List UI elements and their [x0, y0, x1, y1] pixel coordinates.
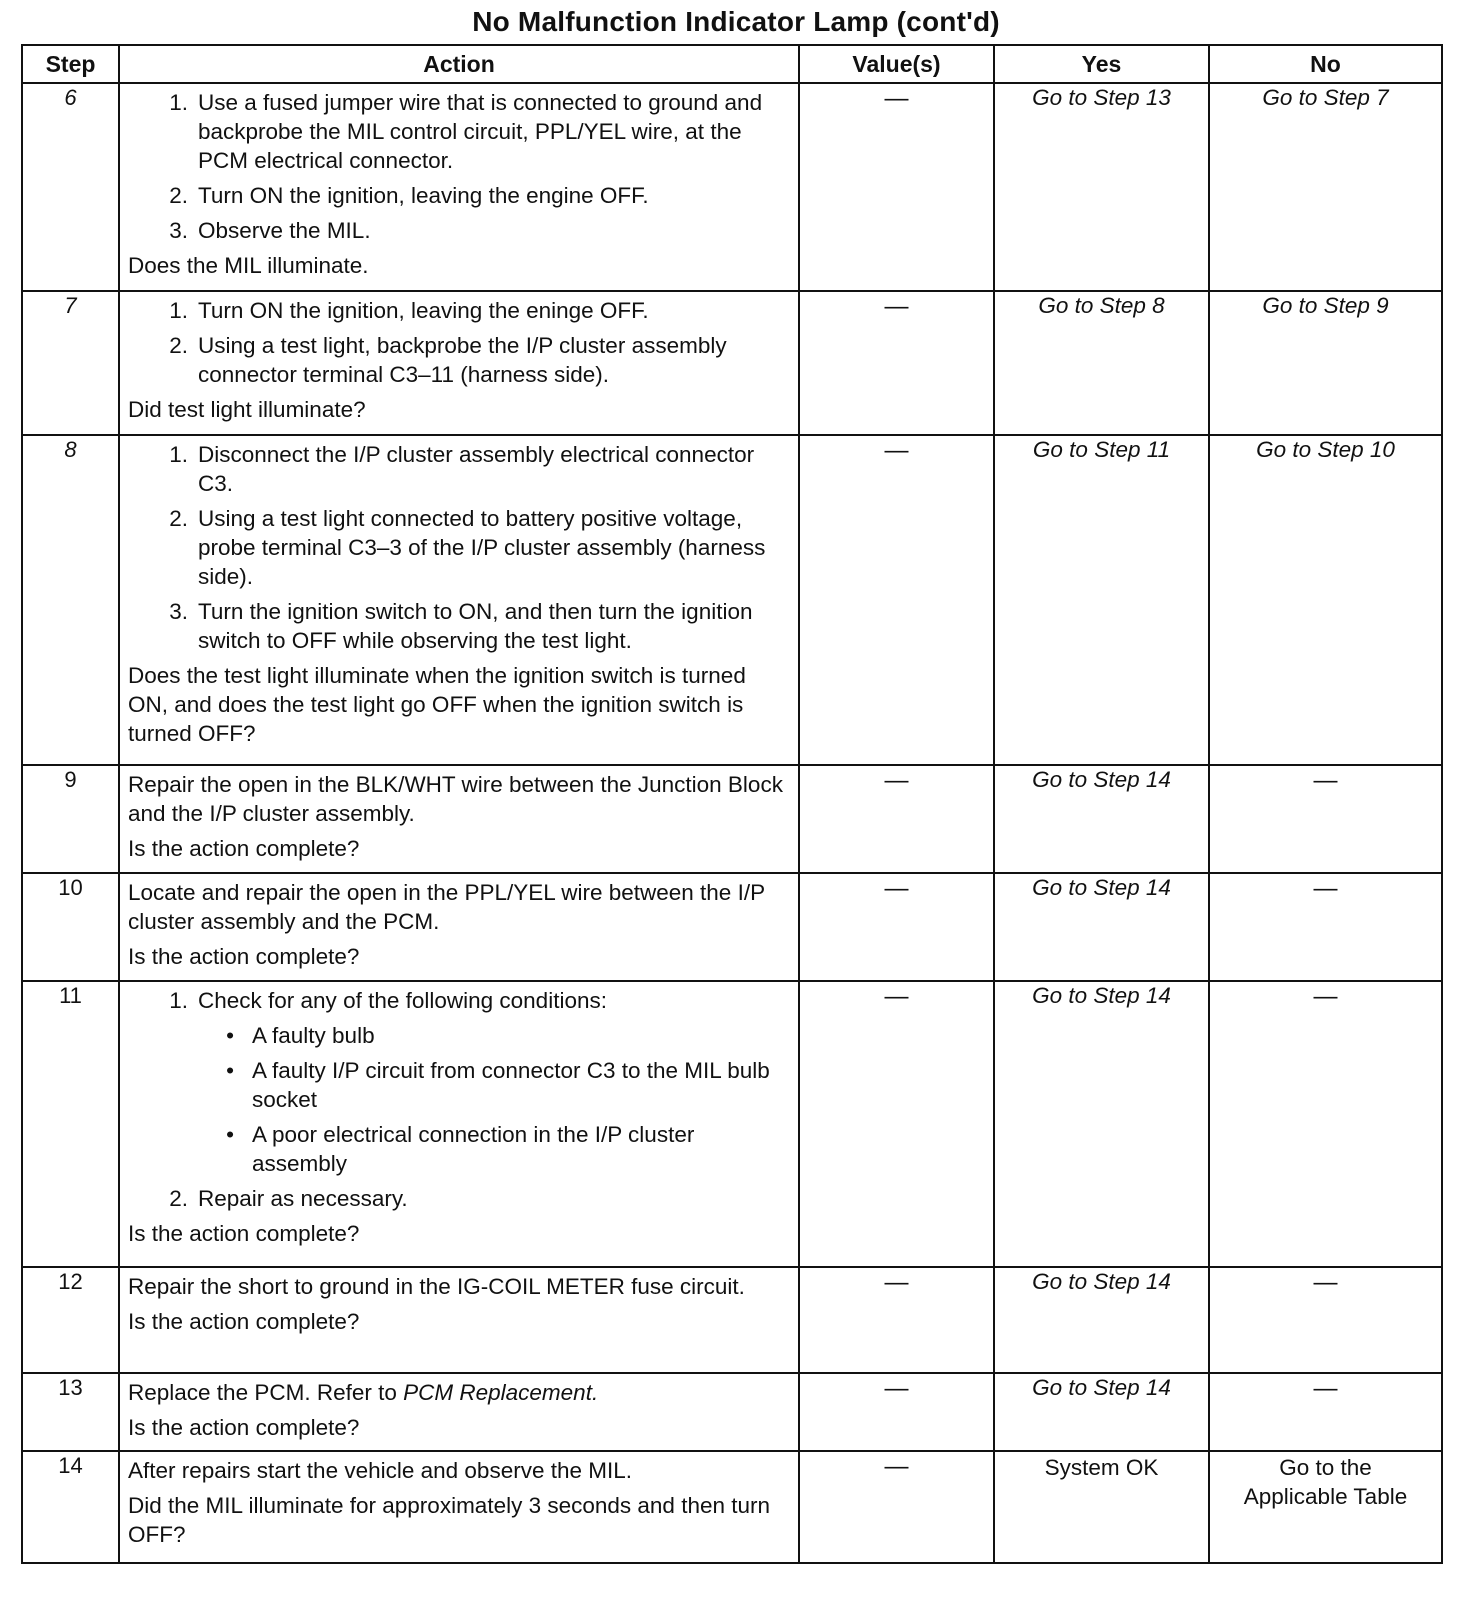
header-values: Value(s) [799, 45, 994, 83]
action-cell [119, 981, 799, 1267]
action-cell [119, 873, 799, 981]
list-item-text: Use a fused jumper wire that is connected to ground and backprobe the MIL control circuit, PPL/YEL wire, at the PCM electrical connector. [198, 90, 763, 173]
step-number: 9 [22, 765, 119, 873]
no-cell-line-2: Applicable Table [1243, 1484, 1408, 1509]
question-text: Did test light illuminate? [128, 397, 366, 422]
list-item: 2. Using a test light, backprobe the I/P cluster assembly connector terminal C3–11 (harness side). [128, 331, 792, 389]
bullet-text: A poor electrical connection in the I/P cluster assembly [252, 1122, 695, 1176]
value-cell: — [799, 291, 994, 435]
table-row-step-6 [22, 83, 1442, 291]
action-text [128, 1378, 792, 1407]
step-number: 13 [22, 1373, 119, 1451]
bullet-item: • A poor electrical connection in the I/P cluster assembly [128, 1120, 792, 1178]
list-item: 2. Using a test light connected to battery positive voltage, probe terminal C3–3 of the I/P cluster assembly (harness side). [128, 504, 792, 591]
value-cell: — [799, 873, 994, 981]
header-no: No [1209, 45, 1442, 83]
question-text: Did the MIL illuminate for approximately 3 seconds and then turn OFF? [128, 1493, 771, 1547]
action-cell [119, 765, 799, 873]
value-cell: — [799, 435, 994, 765]
list-item-text: Repair as necessary. [198, 1186, 408, 1211]
table-row-step-13 [22, 1373, 1442, 1451]
table-row-step-7 [22, 291, 1442, 435]
action-cell [119, 291, 799, 435]
yes-cell: Go to Step 14 [994, 1267, 1209, 1373]
no-cell: — [1209, 873, 1442, 981]
step-number: 11 [22, 981, 119, 1267]
action-cell [119, 1451, 799, 1563]
action-cell [119, 83, 799, 291]
list-item: 3. Observe the MIL. [128, 216, 792, 245]
list-item: 2. Turn ON the ignition, leaving the engine OFF. [128, 181, 792, 210]
no-cell: — [1209, 981, 1442, 1267]
list-item-text: Turn the ignition switch to ON, and then turn the ignition switch to OFF while observing the test light. [198, 599, 753, 653]
value-cell: — [799, 1373, 994, 1451]
list-item: 3. Turn the ignition switch to ON, and then turn the ignition switch to OFF while observing the test light. [128, 597, 792, 655]
action-cell [119, 1267, 799, 1373]
bullet-text: A faulty bulb [252, 1023, 375, 1048]
yes-cell: Go to Step 14 [994, 981, 1209, 1267]
action-text: Repair the short to ground in the IG-COIL METER fuse circuit. [128, 1274, 745, 1299]
list-item-text: Using a test light, backprobe the I/P cluster assembly connector terminal C3–11 (harness side). [198, 333, 727, 387]
list-item-text: Using a test light connected to battery positive voltage, probe terminal C3–3 of the I/P cluster assembly (harness side). [198, 506, 766, 589]
list-item: 1. Turn ON the ignition, leaving the eninge OFF. [128, 296, 792, 325]
yes-cell: Go to Step 14 [994, 765, 1209, 873]
list-item-text: Observe the MIL. [198, 218, 371, 243]
bullet-item: • A faulty bulb [128, 1021, 792, 1050]
header-yes: Yes [994, 45, 1209, 83]
question-text: Is the action complete? [128, 1309, 360, 1334]
question-text: Does the test light illuminate when the ignition switch is turned ON, and does the test light go OFF when the ignition switch is turned OFF? [128, 663, 746, 746]
header-step: Step [22, 45, 119, 83]
no-cell [1209, 1451, 1442, 1563]
action-text-prefix: Replace the PCM. Refer to [128, 1380, 404, 1405]
list-item: 1. Check for any of the following conditions: [128, 986, 792, 1015]
value-cell: — [799, 1267, 994, 1373]
table-row-step-11 [22, 981, 1442, 1267]
question-text: Is the action complete? [128, 1415, 360, 1440]
value-cell: — [799, 981, 994, 1267]
yes-cell: Go to Step 8 [994, 291, 1209, 435]
list-item-text: Disconnect the I/P cluster assembly electrical connector C3. [198, 442, 755, 496]
table-row-step-10 [22, 873, 1442, 981]
reference-link-text: PCM Replacement. [403, 1380, 599, 1405]
no-cell: Go to Step 7 [1209, 83, 1442, 291]
action-text: Repair the open in the BLK/WHT wire between the Junction Block and the I/P cluster assembly. [128, 772, 783, 826]
step-number: 12 [22, 1267, 119, 1373]
step-number: 8 [22, 435, 119, 765]
table-row-step-9 [22, 765, 1442, 873]
list-item: 2. Repair as necessary. [128, 1184, 792, 1213]
value-cell: — [799, 765, 994, 873]
no-cell: Go to Step 9 [1209, 291, 1442, 435]
action-text: After repairs start the vehicle and observe the MIL. [128, 1458, 632, 1483]
step-number: 7 [22, 291, 119, 435]
no-cell-line-1: Go to the [1279, 1455, 1372, 1480]
list-item-text: Check for any of the following conditions: [198, 988, 607, 1013]
action-text: Locate and repair the open in the PPL/YEL wire between the I/P cluster assembly and the PCM. [128, 880, 765, 934]
step-number: 10 [22, 873, 119, 981]
table-row-step-8 [22, 435, 1442, 765]
table-row-step-12 [22, 1267, 1442, 1373]
action-cell [119, 435, 799, 765]
no-cell: — [1209, 1373, 1442, 1451]
no-cell: — [1209, 1267, 1442, 1373]
yes-cell: Go to Step 14 [994, 873, 1209, 981]
question-text: Is the action complete? [128, 944, 360, 969]
yes-cell: Go to Step 13 [994, 83, 1209, 291]
step-number: 14 [22, 1451, 119, 1563]
list-item: 1. Use a fused jumper wire that is connected to ground and backprobe the MIL control circuit, PPL/YEL wire, at the PCM electrical connector. [128, 88, 792, 175]
bullet-item: • A faulty I/P circuit from connector C3 to the MIL bulb socket [128, 1056, 792, 1114]
list-item: 1. Disconnect the I/P cluster assembly electrical connector C3. [128, 440, 792, 498]
no-cell: — [1209, 765, 1442, 873]
table-row-step-14 [22, 1451, 1442, 1563]
action-cell [119, 1373, 799, 1451]
value-cell: — [799, 1451, 994, 1563]
header-row [22, 45, 1442, 83]
question-text: Does the MIL illuminate. [128, 253, 369, 278]
yes-cell: System OK [994, 1451, 1209, 1563]
header-action: Action [119, 45, 799, 83]
page-title: No Malfunction Indicator Lamp (cont'd) [472, 6, 1000, 37]
diagnostic-table [21, 44, 1443, 1564]
yes-cell: Go to Step 14 [994, 1373, 1209, 1451]
question-text: Is the action complete? [128, 836, 360, 861]
list-item-text: Turn ON the ignition, leaving the engine OFF. [198, 183, 649, 208]
bullet-text: A faulty I/P circuit from connector C3 to the MIL bulb socket [252, 1058, 770, 1112]
step-number: 6 [22, 83, 119, 291]
no-cell: Go to Step 10 [1209, 435, 1442, 765]
value-cell: — [799, 83, 994, 291]
yes-cell: Go to Step 11 [994, 435, 1209, 765]
list-item-text: Turn ON the ignition, leaving the eninge OFF. [198, 298, 649, 323]
question-text: Is the action complete? [128, 1221, 360, 1246]
